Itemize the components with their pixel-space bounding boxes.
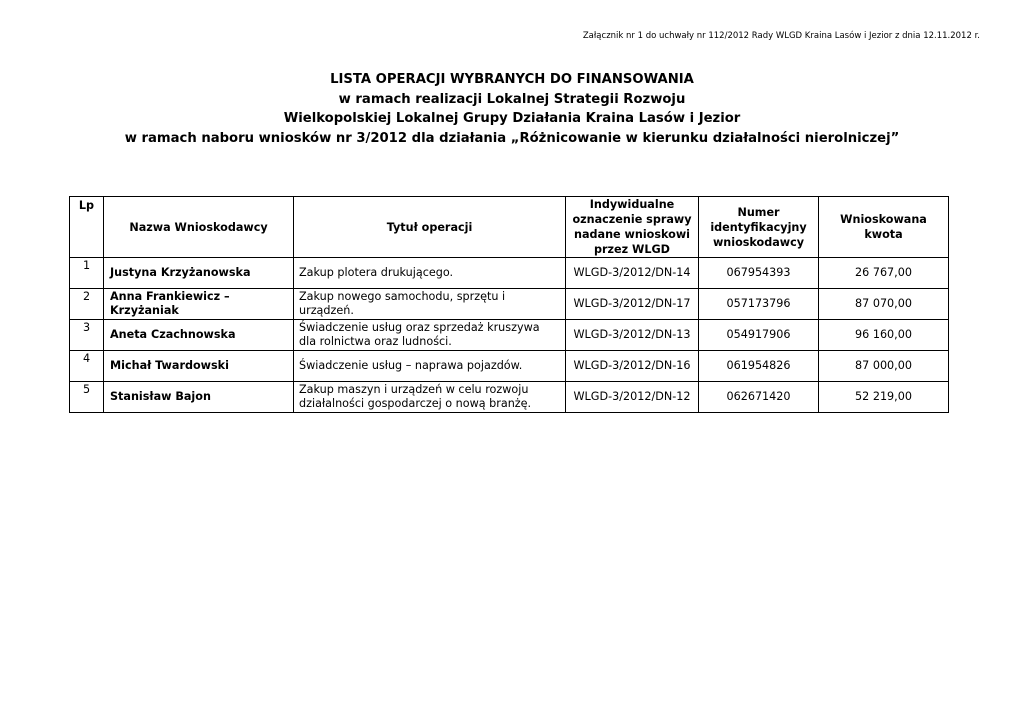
cell-amount: 52 219,00: [819, 382, 949, 413]
header-row: [70, 197, 949, 258]
cell-amount: 87 070,00: [819, 289, 949, 320]
cell-title: Zakup plotera drukującego.: [294, 258, 566, 289]
header-lp: Lp: [70, 197, 104, 258]
operations-table: [69, 196, 949, 413]
cell-name: Justyna Krzyżanowska: [104, 258, 294, 289]
cell-name: Michał Twardowski: [104, 351, 294, 382]
cell-case-id: WLGD-3/2012/DN-16: [566, 351, 699, 382]
cell-case-id: WLGD-3/2012/DN-17: [566, 289, 699, 320]
cell-name: Aneta Czachnowska: [104, 320, 294, 351]
table-row: [70, 351, 949, 382]
cell-amount: 96 160,00: [819, 320, 949, 351]
cell-title: Świadczenie usług – naprawa pojazdów.: [294, 351, 566, 382]
cell-number: 067954393: [699, 258, 819, 289]
cell-amount: 26 767,00: [819, 258, 949, 289]
table-row: [70, 258, 949, 289]
cell-number: 054917906: [699, 320, 819, 351]
table-row: [70, 382, 949, 413]
cell-lp: 2: [70, 289, 104, 320]
cell-case-id: WLGD-3/2012/DN-13: [566, 320, 699, 351]
title-line-4: w ramach naboru wniosków nr 3/2012 dla działania „Różnicowanie w kierunku działalności nierolniczej”: [124, 130, 900, 146]
table-row: [70, 320, 949, 351]
table-header: [70, 197, 949, 258]
cell-amount: 87 000,00: [819, 351, 949, 382]
cell-lp: 4: [70, 351, 104, 382]
title-line-2: w ramach realizacji Lokalnej Strategii Rozwoju: [338, 91, 686, 107]
title-line-1: LISTA OPERACJI WYBRANYCH DO FINANSOWANIA: [330, 72, 694, 87]
header-number: Numer identyfikacyjny wnioskodawcy: [699, 197, 819, 258]
cell-title: Zakup maszyn i urządzeń w celu rozwoju działalności gospodarczej o nową branżę.: [294, 382, 566, 413]
cell-case-id: WLGD-3/2012/DN-14: [566, 258, 699, 289]
table-body: [70, 258, 949, 413]
cell-name: Anna Frankiewicz – Krzyżaniak: [104, 289, 294, 320]
header-amount: Wnioskowana kwota: [819, 197, 949, 258]
annex-note: Załącznik nr 1 do uchwały nr 112/2012 Rady WLGD Kraina Lasów i Jezior z dnia 12.11.2012 r.: [582, 31, 980, 41]
title-line-3: Wielkopolskiej Lokalnej Grupy Działania Kraina Lasów i Jezior: [283, 111, 741, 126]
header-case-id: Indywidualne oznaczenie sprawy nadane wnioskowi przez WLGD: [566, 197, 699, 258]
cell-number: 062671420: [699, 382, 819, 413]
cell-name: Stanisław Bajon: [104, 382, 294, 413]
cell-case-id: WLGD-3/2012/DN-12: [566, 382, 699, 413]
cell-title: Zakup nowego samochodu, sprzętu i urządzeń.: [294, 289, 566, 320]
header-title: Tytuł operacji: [294, 197, 566, 258]
cell-lp: 3: [70, 320, 104, 351]
cell-lp: 1: [70, 258, 104, 289]
cell-lp: 5: [70, 382, 104, 413]
table-row: [70, 289, 949, 320]
document-title: [0, 70, 1024, 148]
header-name: Nazwa Wnioskodawcy: [104, 197, 294, 258]
cell-number: 057173796: [699, 289, 819, 320]
cell-title: Świadczenie usług oraz sprzedaż kruszywa dla rolnictwa oraz ludności.: [294, 320, 566, 351]
cell-number: 061954826: [699, 351, 819, 382]
